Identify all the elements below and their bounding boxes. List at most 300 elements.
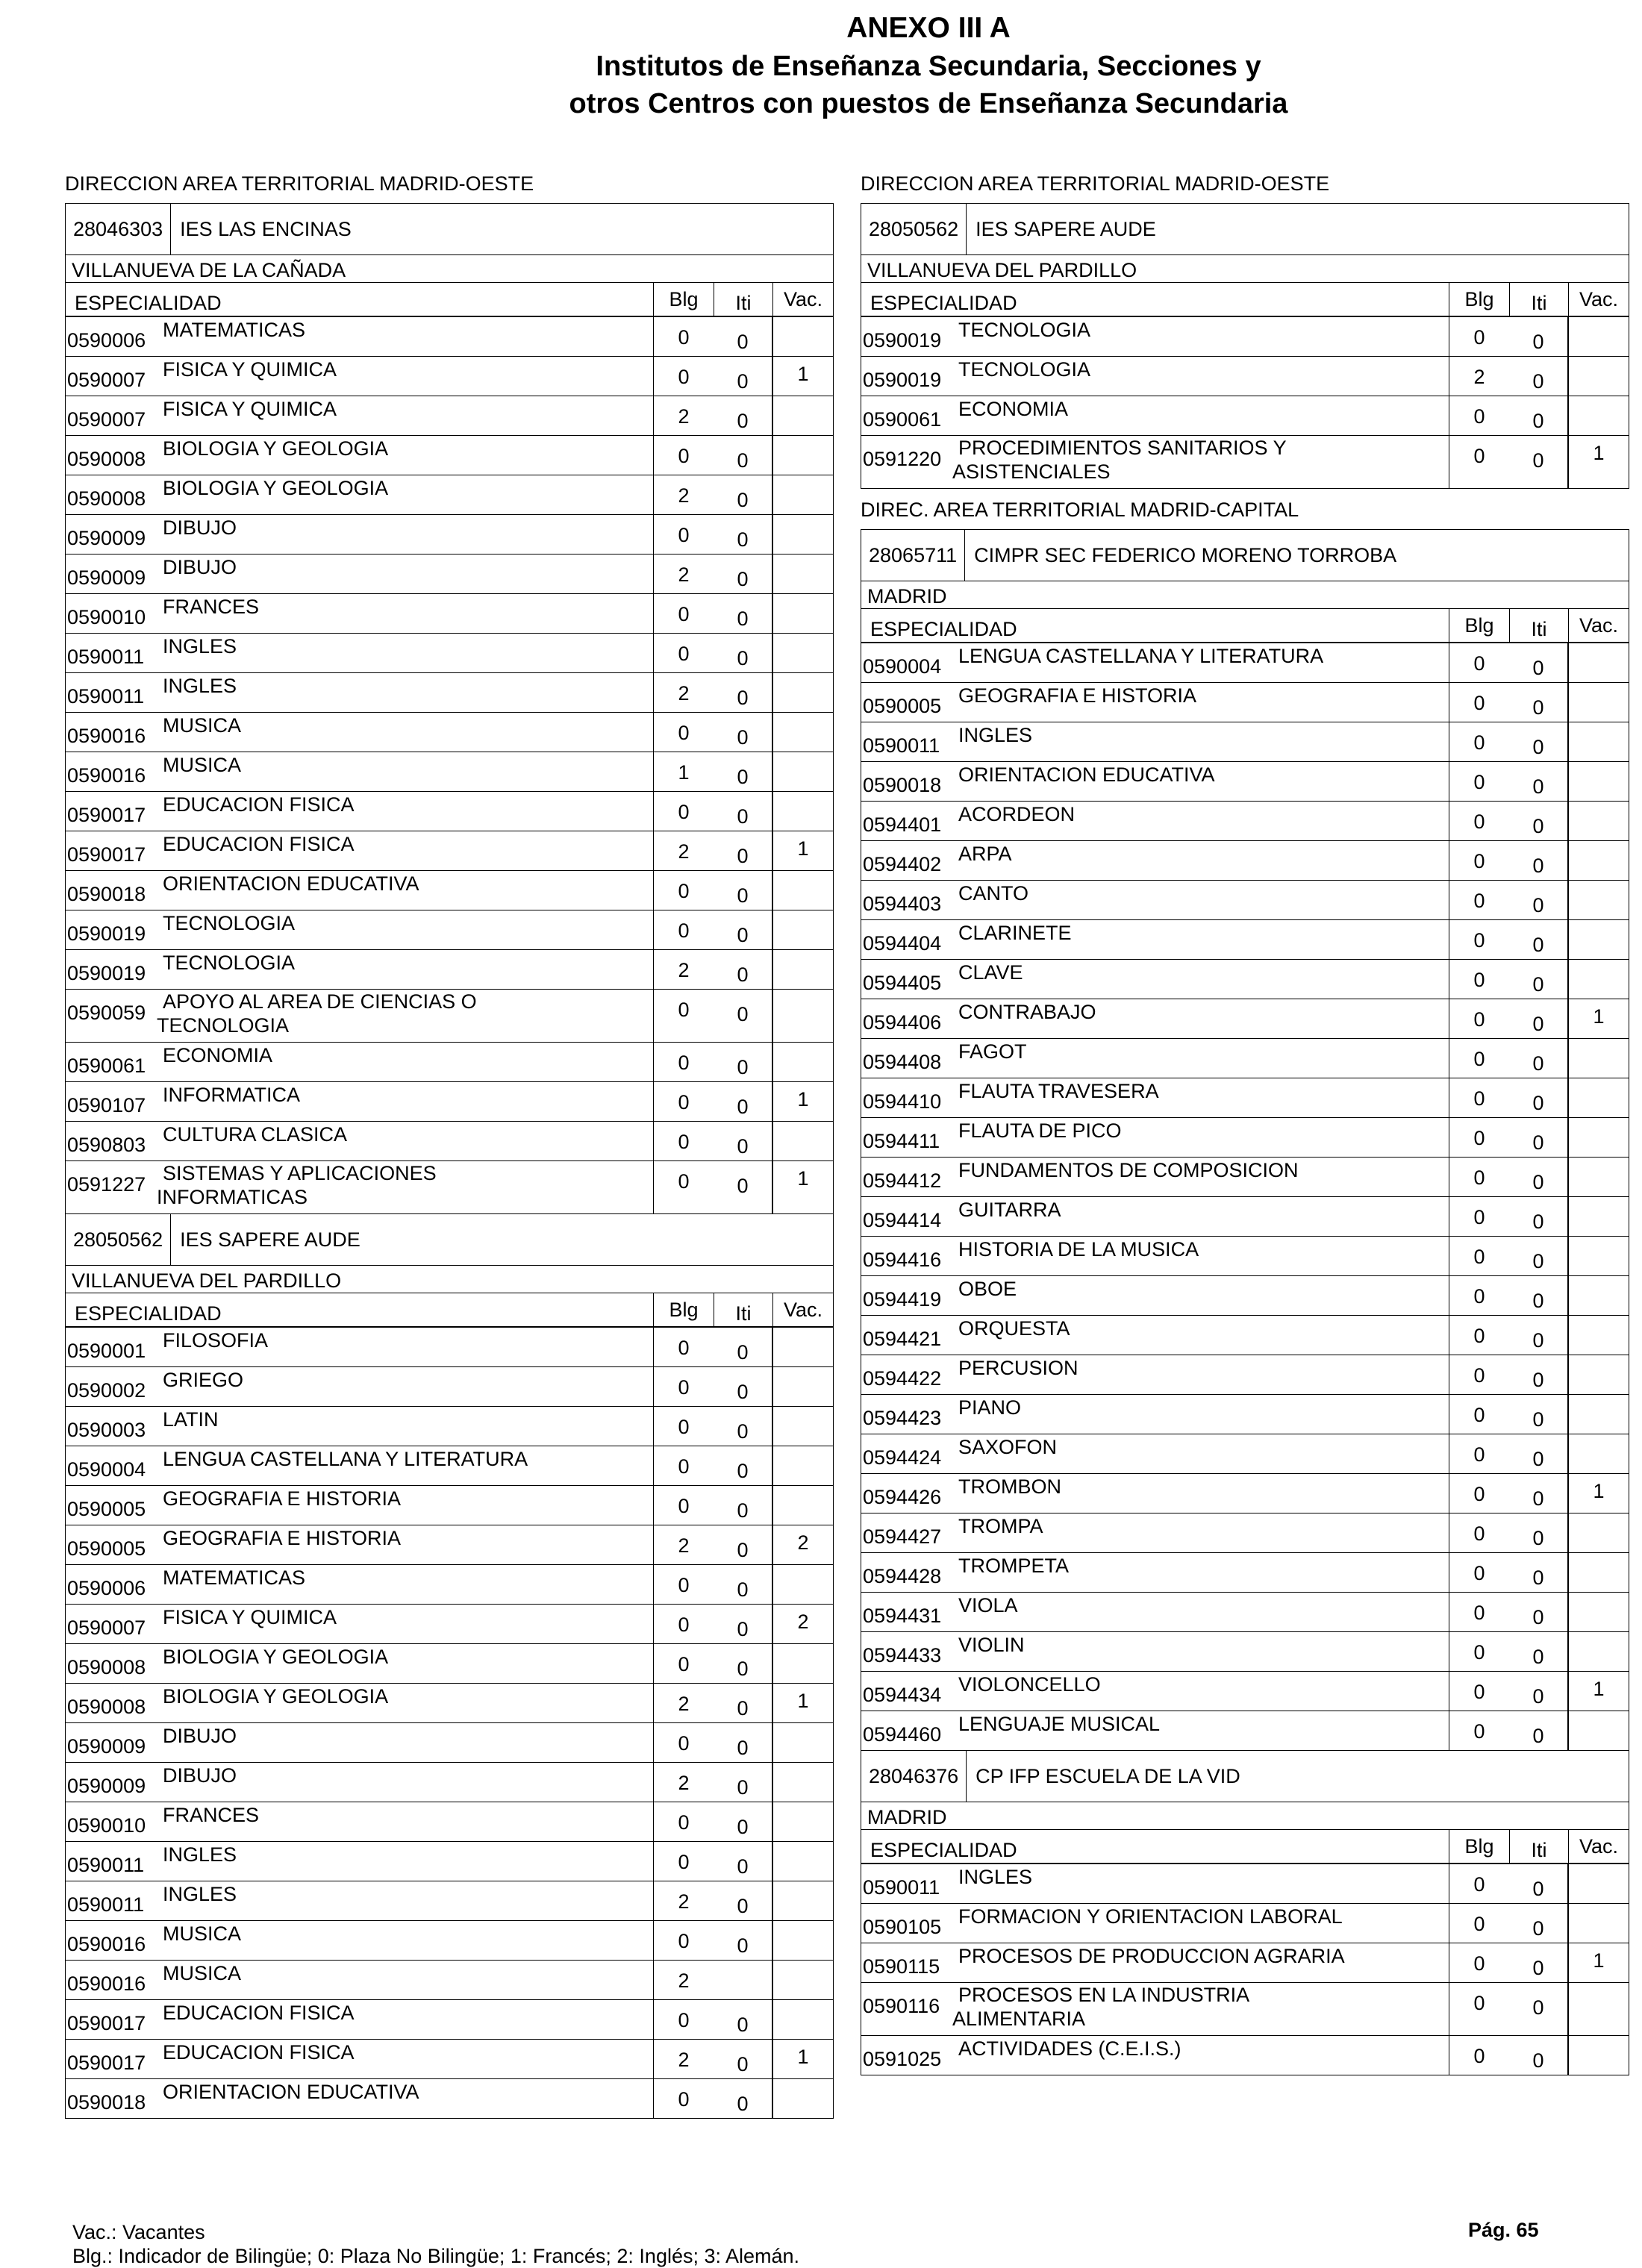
table-body — [66, 317, 833, 1213]
iti-value: 0 — [714, 515, 773, 554]
legend-vacantes: Vac.: Vacantes — [72, 2221, 205, 2243]
especialidad-name-line: FLAUTA TRAVESERA — [958, 1080, 1159, 1102]
especialidad-name — [163, 1921, 654, 1960]
blg-value: 2 — [1473, 366, 1485, 388]
blg-value: 0 — [678, 722, 690, 744]
especialidad-code: 0594416 — [863, 1249, 942, 1271]
vac-value — [1569, 1276, 1629, 1315]
centro-block — [65, 1214, 834, 2119]
especialidad-code: 0590011 — [67, 1854, 145, 1876]
annex-title: ANEXO III A — [846, 12, 1011, 44]
iti-value: 0 — [714, 1122, 773, 1160]
iti-value: 0 — [1509, 1632, 1569, 1671]
especialidad-name-line2: TECNOLOGIA — [157, 1014, 290, 1037]
vac-value — [773, 634, 833, 672]
especialidad-name-line: BIOLOGIA Y GEOLOGIA — [163, 477, 389, 499]
blg-value: 0 — [678, 2009, 690, 2031]
blg-value: 0 — [678, 603, 690, 625]
vac-value — [1569, 1237, 1629, 1275]
especialidad-name — [157, 990, 654, 1042]
especialidad-code: 0590009 — [67, 1775, 146, 1797]
especialidad-name — [163, 2000, 654, 2039]
especialidad-name — [163, 396, 654, 435]
especialidad-name — [958, 1672, 1449, 1711]
vac-value — [1569, 1593, 1629, 1631]
table-row — [861, 1864, 1629, 1904]
localidad: VILLANUEVA DEL PARDILLO — [66, 1266, 833, 1293]
especialidad-name — [958, 841, 1449, 880]
table-body — [66, 1328, 833, 2118]
especialidad-name-line: LENGUA CASTELLANA Y LITERATURA — [163, 1448, 528, 1470]
blg-value: 0 — [678, 1131, 690, 1153]
especialidad-name — [958, 1474, 1449, 1513]
centro-name: IES LAS ENCINAS — [180, 217, 352, 240]
especialidad-name-line: INGLES — [958, 724, 1033, 746]
table-row — [66, 1605, 833, 1644]
header-vac: Vac. — [1579, 288, 1619, 310]
iti-value: 0 — [714, 1684, 773, 1722]
especialidad-name — [163, 475, 654, 514]
blg-value: 0 — [1473, 1166, 1485, 1189]
vac-value — [1569, 1316, 1629, 1355]
localidad: VILLANUEVA DEL PARDILLO — [861, 255, 1629, 283]
table-row — [66, 1565, 833, 1605]
header-iti: Iti — [714, 283, 773, 316]
vac-value — [773, 990, 833, 1042]
especialidad-name-line: CLARINETE — [958, 922, 1072, 944]
especialidad-code: 0590006 — [67, 1577, 146, 1599]
table-row — [861, 1943, 1629, 1983]
blg-value: 0 — [1473, 692, 1485, 714]
blg-value: 2 — [678, 1772, 690, 1794]
especialidad-name-line: ACORDEON — [958, 803, 1076, 825]
iti-value: 0 — [714, 1367, 773, 1406]
iti-value: 0 — [1509, 1039, 1569, 1078]
especialidad-code: 0594424 — [863, 1446, 942, 1469]
especialidad-name — [163, 910, 654, 949]
table-row — [66, 831, 833, 871]
table-row — [861, 1158, 1629, 1197]
table-body — [861, 643, 1629, 1750]
blg-value: 0 — [1473, 1285, 1485, 1308]
table-row — [66, 2040, 833, 2079]
especialidad-name-line: CLAVE — [958, 961, 1023, 984]
especialidad-code: 0590019 — [67, 922, 146, 945]
especialidad-name — [958, 1078, 1449, 1117]
especialidad-name-line: PROCESOS EN LA INDUSTRIA — [958, 1984, 1250, 2006]
vac-value — [1569, 1513, 1629, 1552]
iti-value: 0 — [1509, 1474, 1569, 1513]
especialidad-code: 0590059 — [67, 1002, 146, 1024]
especialidad-code: 0590008 — [67, 487, 146, 510]
vac-value — [773, 1921, 833, 1960]
especialidad-name-line: INGLES — [163, 1843, 237, 1866]
especialidad-name-line: PROCEDIMIENTOS SANITARIOS Y — [958, 437, 1287, 459]
especialidad-code: 0590018 — [67, 2091, 146, 2114]
vac-value — [1569, 1118, 1629, 1157]
iti-value: 0 — [714, 2040, 773, 2078]
especialidad-code: 0590017 — [67, 2012, 146, 2034]
header-especialidad: ESPECIALIDAD — [861, 1830, 1449, 1863]
table-row — [66, 713, 833, 752]
especialidad-code: 0590116 — [863, 1995, 940, 2017]
iti-value: 0 — [714, 1921, 773, 1960]
especialidad-code: 0594460 — [863, 1723, 942, 1746]
especialidad-name-line: TROMPA — [958, 1515, 1043, 1537]
especialidad-name — [163, 317, 654, 356]
iti-value: 0 — [714, 673, 773, 712]
localidad: MADRID — [861, 581, 1629, 609]
iti-value: 0 — [1509, 1434, 1569, 1473]
especialidad-code: 0590011 — [863, 1876, 940, 1899]
header-blg: Blg — [654, 1293, 714, 1326]
blg-value: 0 — [1473, 1483, 1485, 1505]
especialidad-code: 0594410 — [863, 1090, 942, 1113]
vac-value — [773, 594, 833, 633]
blg-value: 0 — [678, 1376, 690, 1399]
especialidad-code: 0594401 — [863, 813, 942, 836]
iti-value: 0 — [714, 594, 773, 633]
table-row — [861, 1904, 1629, 1943]
centro-block — [861, 529, 1629, 1751]
blg-value: 0 — [1473, 929, 1485, 952]
iti-value: 0 — [1509, 920, 1569, 959]
table-row — [66, 1763, 833, 1802]
especialidad-name — [958, 1039, 1449, 1078]
iti-value: 0 — [1509, 396, 1569, 435]
especialidad-name — [163, 1367, 654, 1406]
table-row — [861, 1513, 1629, 1553]
iti-value: 0 — [714, 1043, 773, 1081]
especialidad-code: 0590011 — [67, 1893, 145, 1916]
blg-value: 0 — [678, 1811, 690, 1834]
vac-value: 1 — [1593, 442, 1605, 464]
especialidad-name-line: EDUCACION FISICA — [163, 833, 355, 855]
centro-name: CP IFP ESCUELA DE LA VID — [975, 1764, 1240, 1787]
table-row — [861, 1983, 1629, 2036]
table-row — [66, 1082, 833, 1122]
iti-value: 0 — [714, 317, 773, 356]
blg-value: 0 — [1473, 326, 1485, 349]
iti-value: 0 — [714, 1486, 773, 1525]
table-row — [66, 436, 833, 475]
iti-value: 0 — [1509, 1864, 1569, 1903]
vac-value — [773, 317, 833, 356]
vac-value — [773, 910, 833, 949]
table-row — [861, 1237, 1629, 1276]
especialidad-code: 0590019 — [863, 369, 942, 391]
table-row — [861, 1711, 1629, 1750]
especialidad-code: 0590007 — [67, 408, 146, 431]
especialidad-name-line: TECNOLOGIA — [958, 319, 1091, 341]
especialidad-code: 0591227 — [67, 1173, 146, 1196]
especialidad-name — [157, 1161, 654, 1213]
especialidad-name — [163, 1881, 654, 1920]
especialidad-name-line: GUITARRA — [958, 1199, 1061, 1221]
especialidad-code: 0590017 — [67, 804, 146, 826]
especialidad-code: 0590107 — [67, 1094, 146, 1116]
vac-value — [1569, 722, 1629, 761]
especialidad-code: 0590008 — [67, 1696, 146, 1718]
table-row — [66, 673, 833, 713]
iti-value: 0 — [1509, 1355, 1569, 1394]
vac-value — [773, 950, 833, 989]
centro-code: 28050562 — [861, 204, 967, 254]
vac-value — [1569, 802, 1629, 840]
vac-value — [1569, 683, 1629, 722]
annex-subtitle-line1: Institutos de Enseñanza Secundaria, Secciones y — [596, 51, 1261, 82]
especialidad-name — [163, 436, 654, 475]
especialidad-code: 0590803 — [67, 1134, 146, 1156]
especialidad-code: 0590005 — [67, 1537, 146, 1560]
iti-value: 0 — [714, 792, 773, 831]
especialidad-name-line: MATEMATICAS — [163, 1566, 306, 1589]
especialidad-name — [958, 1316, 1449, 1355]
iti-value: 0 — [714, 357, 773, 396]
vac-value — [773, 1763, 833, 1802]
especialidad-name-line: VIOLA — [958, 1594, 1018, 1616]
especialidad-name-line: APOYO AL AREA DE CIENCIAS O — [163, 990, 477, 1013]
iti-value: 0 — [1509, 357, 1569, 396]
blg-value: 0 — [678, 999, 690, 1021]
table-row — [66, 396, 833, 436]
especialidad-name-line: PERCUSION — [958, 1357, 1078, 1379]
especialidad-name — [163, 1961, 654, 1999]
especialidad-code: 0590009 — [67, 566, 146, 589]
table-row — [66, 475, 833, 515]
table-row — [66, 1407, 833, 1446]
header-especialidad: ESPECIALIDAD — [861, 609, 1449, 642]
blg-value: 2 — [678, 1890, 690, 1913]
especialidad-name — [163, 1723, 654, 1762]
especialidad-code: 0590005 — [863, 695, 942, 717]
especialidad-code: 0594408 — [863, 1051, 942, 1073]
vac-value: 1 — [797, 1690, 809, 1712]
vac-value — [1569, 1904, 1629, 1943]
direccion-area-heading: DIREC. AREA TERRITORIAL MADRID-CAPITAL — [861, 499, 1299, 521]
vac-value — [773, 1367, 833, 1406]
vac-value — [1569, 643, 1629, 682]
blg-value: 0 — [678, 2088, 690, 2111]
vac-value — [773, 1565, 833, 1604]
table-header — [861, 1830, 1629, 1864]
especialidad-code: 0590010 — [67, 1814, 146, 1837]
especialidad-name — [163, 1446, 654, 1485]
table-row — [66, 1921, 833, 1961]
blg-value: 0 — [1473, 405, 1485, 428]
especialidad-name-line: EDUCACION FISICA — [163, 2002, 355, 2024]
iti-value: 0 — [714, 752, 773, 791]
vac-value: 1 — [797, 1167, 809, 1190]
vac-value — [1569, 1553, 1629, 1592]
header-blg: Blg — [654, 283, 714, 316]
especialidad-name-line2: ASISTENCIALES — [952, 460, 1111, 483]
especialidad-name-line: DIBUJO — [163, 556, 237, 578]
table-row — [66, 317, 833, 357]
especialidad-name — [958, 1943, 1449, 1982]
blg-value: 0 — [1473, 969, 1485, 991]
vac-value: 1 — [797, 363, 809, 385]
especialidad-code: 0594426 — [863, 1486, 942, 1508]
blg-value: 0 — [678, 919, 690, 942]
table-row — [66, 752, 833, 792]
blg-value: 0 — [1473, 1602, 1485, 1624]
especialidad-name-line: GEOGRAFIA E HISTORIA — [163, 1487, 402, 1510]
vac-value — [773, 396, 833, 435]
table-row — [66, 1881, 833, 1921]
table-header — [66, 283, 833, 317]
iti-value — [714, 1961, 773, 1999]
especialidad-code: 0590061 — [863, 408, 942, 431]
blg-value: 0 — [678, 326, 690, 349]
especialidad-name-line: FISICA Y QUIMICA — [163, 1606, 337, 1628]
table-row — [861, 802, 1629, 841]
iti-value: 0 — [1509, 881, 1569, 919]
especialidad-name — [958, 317, 1449, 356]
blg-value: 0 — [1473, 1206, 1485, 1228]
especialidad-name — [958, 1395, 1449, 1434]
centro-header — [861, 204, 1629, 255]
especialidad-name — [958, 1632, 1449, 1671]
table-row — [66, 2000, 833, 2040]
iti-value: 0 — [1509, 1983, 1569, 2035]
especialidad-name — [958, 1553, 1449, 1592]
especialidad-name-line: EDUCACION FISICA — [163, 2041, 355, 2064]
table-row — [861, 841, 1629, 881]
especialidad-code: 0590017 — [67, 843, 146, 866]
centro-block — [861, 203, 1629, 489]
vac-value — [1569, 1632, 1629, 1671]
iti-value: 0 — [714, 634, 773, 672]
vac-value — [773, 871, 833, 910]
header-iti: Iti — [1510, 283, 1569, 316]
blg-value: 2 — [678, 484, 690, 507]
blg-value: 2 — [678, 1969, 690, 1992]
iti-value: 0 — [714, 1881, 773, 1920]
especialidad-name — [163, 1565, 654, 1604]
table-row — [861, 1434, 1629, 1474]
blg-value: 0 — [678, 1930, 690, 1952]
centro-header — [861, 1751, 1629, 1802]
especialidad-name — [958, 396, 1449, 435]
iti-value: 0 — [1509, 999, 1569, 1038]
blg-value: 0 — [1473, 652, 1485, 675]
especialidad-code: 0590009 — [67, 1735, 146, 1758]
especialidad-name-line: FORMACION Y ORIENTACION LABORAL — [958, 1905, 1343, 1928]
iti-value: 0 — [1509, 1237, 1569, 1275]
table-row — [861, 762, 1629, 802]
especialidad-name — [958, 2036, 1449, 2075]
iti-value: 0 — [1509, 762, 1569, 801]
blg-value: 0 — [678, 1455, 690, 1478]
legend-bilingue: Blg.: Indicador de Bilingüe; 0: Plaza No Bilingüe; 1: Francés; 2: Inglés; 3: Alemán. — [72, 2245, 800, 2267]
especialidad-code: 0594414 — [863, 1209, 942, 1231]
especialidad-name — [958, 1434, 1449, 1473]
iti-value: 0 — [714, 436, 773, 475]
blg-value: 0 — [1473, 1008, 1485, 1031]
blg-value: 0 — [678, 1416, 690, 1438]
table-row — [66, 1043, 833, 1082]
especialidad-name-line: ECONOMIA — [163, 1044, 273, 1066]
especialidad-name-line: TECNOLOGIA — [163, 912, 296, 934]
especialidad-name-line: TECNOLOGIA — [163, 952, 296, 974]
especialidad-code: 0590016 — [67, 725, 146, 747]
especialidad-name — [958, 357, 1449, 396]
especialidad-code: 0590010 — [67, 606, 146, 628]
vac-value — [1569, 357, 1629, 396]
especialidad-name — [163, 831, 654, 870]
header-vac: Vac. — [1579, 614, 1619, 637]
table-row — [66, 1961, 833, 2000]
especialidad-name — [163, 2079, 654, 2118]
table-row — [66, 1486, 833, 1525]
especialidad-code: 0590018 — [67, 883, 146, 905]
vac-value — [1569, 1434, 1629, 1473]
iti-value: 0 — [714, 1328, 773, 1366]
especialidad-name-line: MUSICA — [163, 714, 242, 737]
blg-value: 0 — [1473, 850, 1485, 872]
header-vac: Vac. — [783, 1299, 823, 1321]
centro-header — [66, 204, 833, 255]
blg-value: 2 — [678, 840, 690, 863]
especialidad-code: 0590105 — [863, 1916, 942, 1938]
table-row — [66, 554, 833, 594]
vac-value — [773, 1842, 833, 1881]
especialidad-name-line: PROCESOS DE PRODUCCION AGRARIA — [958, 1945, 1345, 1967]
vac-value — [1569, 841, 1629, 880]
especialidad-name-line: BIOLOGIA Y GEOLOGIA — [163, 1646, 389, 1668]
especialidad-name-line: FRANCES — [163, 596, 260, 618]
iti-value: 0 — [714, 1605, 773, 1643]
especialidad-code: 0594411 — [863, 1130, 940, 1152]
table-row — [66, 357, 833, 396]
blg-value: 0 — [678, 1851, 690, 1873]
vac-value: 2 — [797, 1611, 809, 1633]
especialidad-name — [958, 1711, 1449, 1750]
table-row — [861, 1395, 1629, 1434]
vac-value — [1569, 1078, 1629, 1117]
especialidad-name-line: FISICA Y QUIMICA — [163, 358, 337, 381]
blg-value: 0 — [678, 801, 690, 823]
especialidad-code: 0590011 — [67, 685, 145, 707]
especialidad-name — [163, 950, 654, 989]
especialidad-name-line: VIOLONCELLO — [958, 1673, 1101, 1696]
iti-value: 0 — [1509, 1197, 1569, 1236]
vac-value — [1569, 1355, 1629, 1394]
especialidad-code: 0590008 — [67, 1656, 146, 1678]
iti-value: 0 — [714, 871, 773, 910]
iti-value: 0 — [714, 1644, 773, 1683]
table-row — [861, 396, 1629, 436]
especialidad-code: 0590006 — [67, 329, 146, 352]
blg-value: 0 — [1473, 890, 1485, 912]
especialidad-name — [958, 1276, 1449, 1315]
especialidad-code: 0590016 — [67, 764, 146, 787]
especialidad-name-line: CONTRABAJO — [958, 1001, 1096, 1023]
especialidad-name-line: TECNOLOGIA — [958, 358, 1091, 381]
blg-value: 0 — [1473, 810, 1485, 833]
especialidad-name — [163, 1644, 654, 1683]
iti-value: 0 — [1509, 683, 1569, 722]
iti-value: 0 — [714, 1565, 773, 1604]
iti-value: 0 — [1509, 1904, 1569, 1943]
vac-value — [773, 2079, 833, 2118]
especialidad-name-line: INGLES — [163, 1883, 237, 1905]
blg-value: 0 — [678, 1653, 690, 1675]
vac-value — [1569, 396, 1629, 435]
iti-value: 0 — [714, 910, 773, 949]
iti-value: 0 — [1509, 1943, 1569, 1982]
